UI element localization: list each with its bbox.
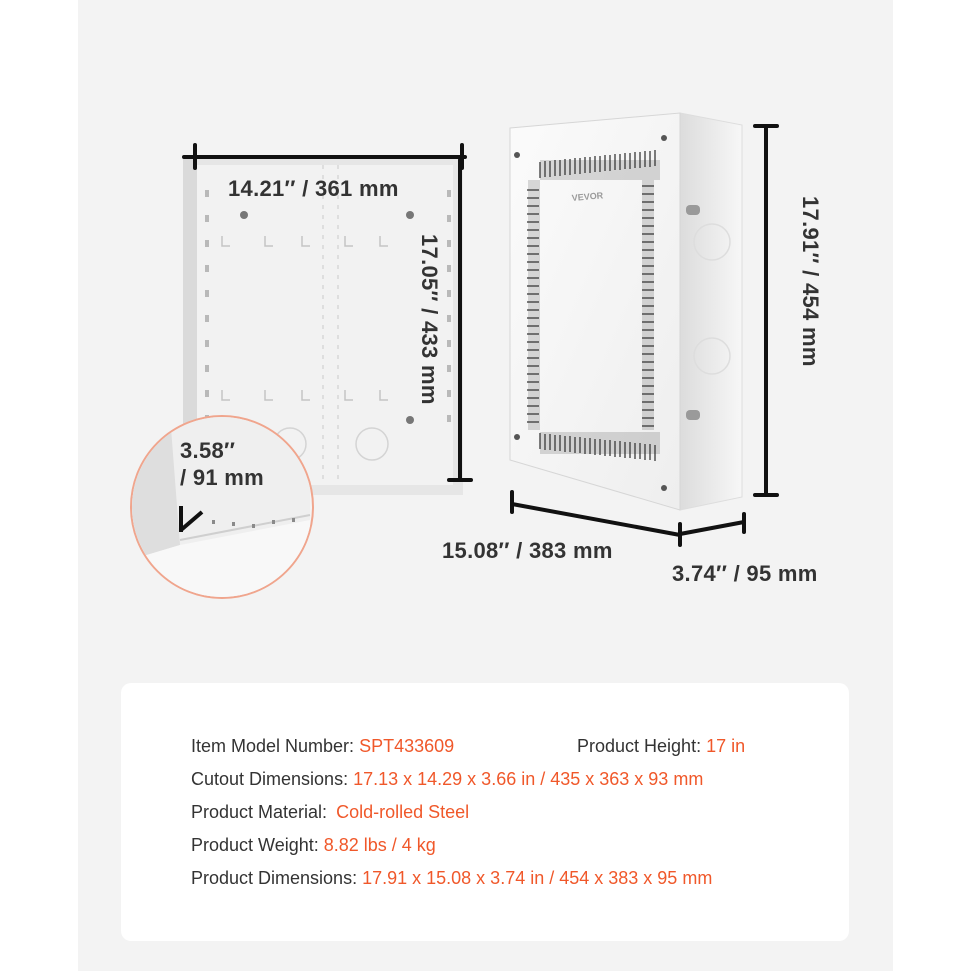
spec-dimensions-label: Product Dimensions:	[191, 868, 358, 888]
outer-width-label: 15.08′′ / 383 mm	[442, 538, 613, 563]
outer-height-label: 17.91′′ / 454 mm	[798, 196, 823, 367]
spec-model	[191, 736, 454, 757]
spec-height-value: 17 in	[706, 736, 746, 756]
outer-depth-label: 3.74′′ / 95 mm	[672, 561, 818, 586]
spec-material-value: Cold-rolled Steel	[336, 802, 470, 822]
inner-depth-label-line2: / 91 mm	[180, 465, 265, 490]
spec-material	[191, 802, 469, 823]
spec-weight-label: Product Weight:	[191, 835, 319, 855]
spec-card	[121, 683, 849, 941]
spec-cutout-value: 17.13 x 14.29 x 3.66 in / 435 x 363 x 93 mm	[353, 769, 704, 789]
spec-dimensions	[191, 868, 712, 889]
inner-depth-label-line1: 3.58′′	[180, 438, 236, 463]
spec-weight-value: 8.82 lbs / 4 kg	[323, 835, 436, 855]
spec-material-label: Product Material:	[191, 802, 328, 822]
brand-logo: VEVOR	[571, 190, 604, 203]
spec-model-label: Item Model Number:	[191, 736, 355, 756]
spec-height	[577, 736, 745, 757]
spec-height-label: Product Height:	[577, 736, 702, 756]
spec-model-value: SPT433609	[359, 736, 455, 756]
spec-cutout	[191, 769, 703, 790]
inner-width-label: 14.21′′ / 361 mm	[228, 176, 399, 201]
closed-enclosure	[510, 113, 742, 510]
spec-cutout-label: Cutout Dimensions:	[191, 769, 349, 789]
spec-dimensions-value: 17.91 x 15.08 x 3.74 in / 454 x 383 x 95 mm	[362, 868, 713, 888]
inner-height-label: 17.05′′ / 433 mm	[417, 234, 442, 405]
spec-weight	[191, 835, 436, 856]
